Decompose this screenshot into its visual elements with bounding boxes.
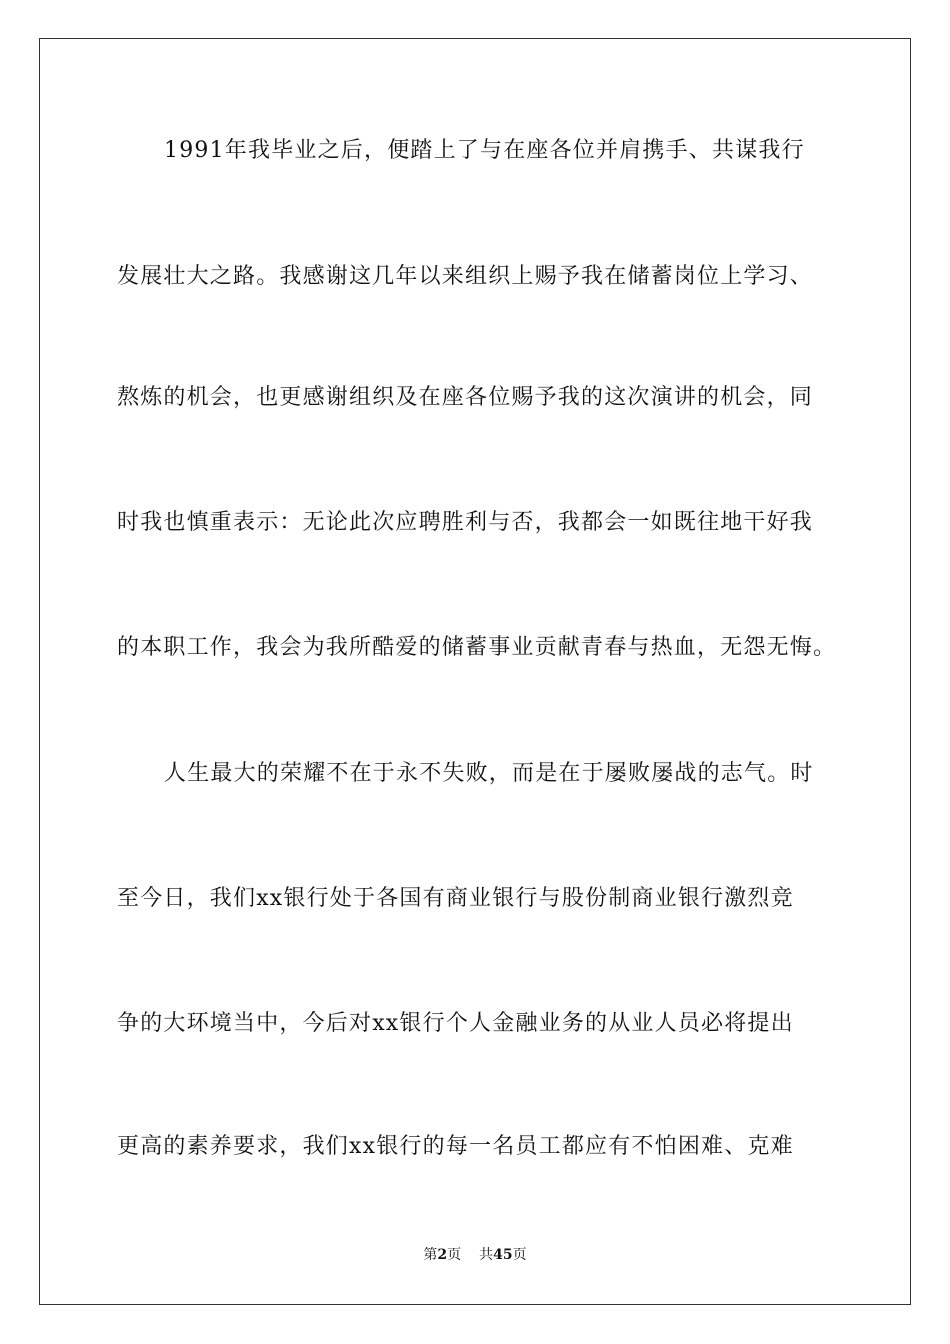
paragraph-line: 的本职工作，我会为我所酷爱的储蓄事业贡献青春与热血，无怨无悔。 [117,635,837,660]
paragraph-line: 至今日，我们xx银行处于各国有商业银行与股份制商业银行激烈竞 [117,886,794,911]
paragraph-line: 发展壮大之路。我感谢这几年以来组织上赐予我在储蓄岗位上学习、 [117,264,814,289]
page-label-suffix: 页 [447,1247,462,1263]
paragraph-line: 人生最大的荣耀不在于永不失败，而是在于屡败屡战的志气。时 [164,761,814,786]
paragraph-line: 时我也慎重表示：无论此次应聘胜利与否，我都会一如既往地干好我 [117,510,814,535]
page-label-prefix: 第 [423,1247,438,1263]
paragraph-line: 更高的素养要求，我们xx银行的每一名员工都应有不怕困难、克难 [117,1134,794,1159]
page-number: 2 [437,1247,448,1263]
paragraph-line: 熬炼的机会，也更感谢组织及在座各位赐予我的这次演讲的机会，同 [117,385,814,410]
paragraph-line: 1991年我毕业之后，便踏上了与在座各位并肩携手、共谋我行 [164,138,805,163]
page-border [39,38,911,1305]
page-footer [0,1246,950,1264]
total-pages: 45 [493,1247,513,1263]
paragraph-line: 争的大环境当中，今后对xx银行个人金融业务的从业人员必将提出 [117,1011,794,1036]
total-label-suffix: 页 [512,1247,527,1263]
total-label-prefix: 共 [479,1247,494,1263]
